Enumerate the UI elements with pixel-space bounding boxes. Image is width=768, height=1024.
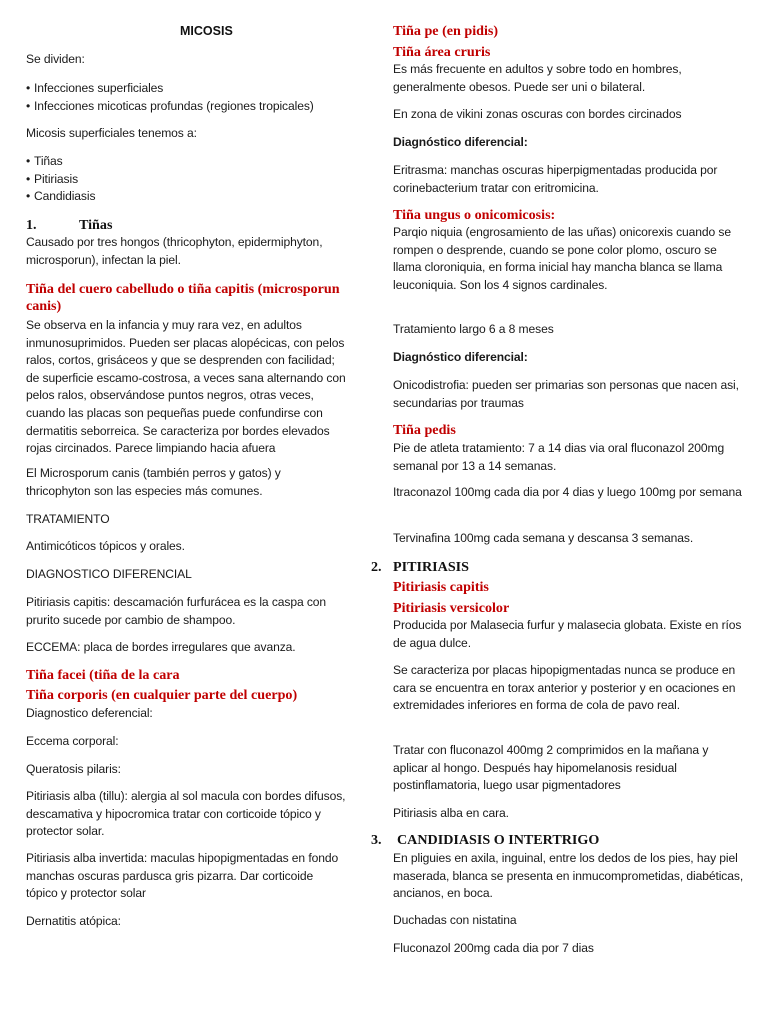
- document-title: MICOSIS: [180, 24, 233, 38]
- list-item: • Tiñas: [26, 153, 348, 171]
- diagnostico-diferencial-2: Diagnóstico diferencial:: [393, 350, 528, 364]
- section-title: CANDIDIASIS O INTERTRIGO: [397, 832, 600, 848]
- diag-deferencial-text: Diagnostico deferencial:: [26, 706, 153, 720]
- duchadas-text: Duchadas con nistatina: [393, 913, 517, 927]
- fluconazol-200-text: Fluconazol 200mg cada dia por 7 dias: [393, 941, 594, 955]
- section-number: 3.: [371, 832, 382, 848]
- tervinafina-text: Tervinafina 100mg cada semana y descansa 3 semanas.: [393, 531, 694, 545]
- superficiales-list: [26, 153, 348, 206]
- capitis-heading: Tiña del cuero cabelludo o tiña capitis (microsporun canis): [26, 281, 340, 314]
- section-number: 2.: [371, 559, 382, 575]
- diagnostico-diferencial-label: DIAGNOSTICO DIFERENCIAL: [26, 567, 192, 581]
- capitis-description: Se observa en la infancia y muy rara vez, en adultos inmunosuprimidos. Pueden ser placas alopécicas, con pelos ralos, cortos, grisáceos y que se desprenden con facilidad; de superficie escamo-costrosa, a veces sana alternando con pelos ralos, observándose puntos negros, otras veces, cuando las placas son pequeñas puede confundirse con dermatitis seborreica. Se caracteriza por bordes elevados rojas circinados. Parece limpiando hacia afuera: [26, 318, 346, 456]
- pitiriasis-alba-invertida-text: Pitiriasis alba invertida: maculas hipopigmentadas en fondo manchas oscuras pardusca gris pizarra. Dar corticoide tópico y protector solar: [26, 851, 339, 901]
- tratamiento-label: TRATAMIENTO: [26, 512, 110, 526]
- tinas-description: Causado por tres hongos (thricophyton, epidermiphyton, microsporun), infectan la piel.: [26, 235, 323, 267]
- section-1-heading: [26, 217, 112, 234]
- diagnostico-diferencial-1: Diagnóstico diferencial:: [393, 135, 528, 149]
- eritrasma-text: Eritrasma: manchas oscuras hiperpigmentadas producida por corinebacterium tratar con eritromicina.: [393, 163, 718, 195]
- pitiriasis-alba-cara-text: Pitiriasis alba en cara.: [393, 806, 509, 820]
- superficiales-intro: Micosis superficiales tenemos a:: [26, 126, 197, 140]
- ungus-description: Parqio niquia (engrosamiento de las uñas) onicorexis cuando se rompen o desprende, cuando se pone color plomo, oscuro se llama cloroniquia, en forma inicial hay mancha blanca se llama leuconiquia. Son los 4 signos cardinales.: [393, 225, 732, 292]
- cruris-description: Es más frecuente en adultos y sobre todo en hombres, generalmente obesos. Puede ser uni o bilateral.: [393, 62, 682, 94]
- se-dividen-text: Se dividen:: [26, 52, 85, 66]
- pedis-heading: Tiña pedis: [393, 422, 456, 438]
- list-item: • Infecciones superficiales: [26, 80, 348, 98]
- list-item: • Pitiriasis: [26, 171, 348, 189]
- eccema-text: ECCEMA: placa de bordes irregulares que avanza.: [26, 640, 296, 654]
- pitiriasis-capitis-text: Pitiriasis capitis: descamación furfurácea es la caspa con prurito sucede por cambio de shampoo.: [26, 595, 327, 627]
- ungus-heading: Tiña ungus o onicomicosis:: [393, 207, 556, 223]
- itraconazol-text: Itraconazol 100mg cada dia por 4 dias y luego 100mg por semana: [393, 485, 742, 499]
- vikini-text: En zona de vikini zonas oscuras con bordes circinados: [393, 107, 682, 121]
- versicolor-description: Producida por Malasecia furfur y malasecia globata. Existe en ríos de agua dulce.: [393, 618, 742, 650]
- section-3-heading: [371, 832, 599, 849]
- onicodistrofia-text: Onicodistrofia: pueden ser primarias son personas que nacen asi, secundarias por traumas: [393, 378, 739, 410]
- section-number: 1.: [26, 217, 37, 233]
- pitiriasis-versicolor-heading: Pitiriasis versicolor: [393, 600, 510, 616]
- section-2-heading: [371, 559, 469, 576]
- tratamiento-largo-text: Tratamiento largo 6 a 8 meses: [393, 322, 554, 336]
- list-item: • Infecciones micoticas profundas (regiones tropicales): [26, 98, 348, 116]
- caracteriza-text: Se caracteriza por placas hipopigmentadas nunca se produce en cara se encuentra en torax anterior y posterior y en ocaciones en extremidades inferiores en forma de cola de pavo real.: [393, 663, 736, 713]
- queratosis-text: Queratosis pilaris:: [26, 762, 121, 776]
- list-item: • Candidiasis: [26, 188, 348, 206]
- pe-heading: Tiña pe (en pidis): [393, 23, 499, 39]
- section-title: Tiñas: [79, 217, 113, 233]
- pitiriasis-capitis-heading: Pitiriasis capitis: [393, 579, 489, 595]
- candidiasis-description: En pliguies en axila, inguinal, entre los dedos de los pies, hay piel maserada, blanca se presenta en inmucomprometidas, diabéticas, ancianos, en boca.: [393, 851, 744, 901]
- cruris-heading: Tiña área cruris: [393, 44, 491, 60]
- facei-heading: Tiña facei (tiña de la cara: [26, 667, 180, 683]
- division-list: [26, 80, 348, 115]
- fluconazol-400-text: Tratar con fluconazol 400mg 2 comprimidos en la mañana y aplicar al hongo. Después hay hipomelanosis residual postinflamatoria, luego usar pigmentadores: [393, 743, 709, 793]
- tratamiento-text: Antimicóticos tópicos y orales.: [26, 539, 185, 553]
- pedis-description: Pie de atleta tratamiento: 7 a 14 dias via oral fluconazol 200mg semanal por 13 a 14 semanas.: [393, 441, 725, 473]
- microsporum-text: El Microsporum canis (también perros y gatos) y thricophyton son las especies más comunes.: [26, 466, 281, 498]
- pitiriasis-alba-text: Pitiriasis alba (tillu): alergia al sol macula con bordes difusos, descamativa y hipocromica tratar con corticoide tópico y protector solar.: [26, 789, 346, 839]
- eccema-corporal-text: Eccema corporal:: [26, 734, 119, 748]
- corporis-heading: Tiña corporis (en cualquier parte del cuerpo): [26, 687, 298, 703]
- dermatitis-atopica-text: Dernatitis atópica:: [26, 914, 121, 928]
- section-title: PITIRIASIS: [393, 559, 469, 575]
